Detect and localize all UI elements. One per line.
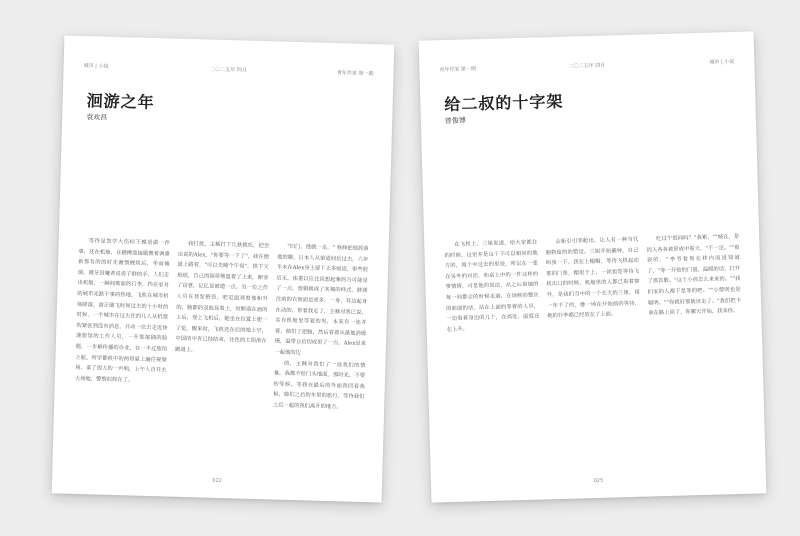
right-page-author: 曾俊博 xyxy=(444,116,466,126)
right-body-text: 会新引引邻舱出，让人有一种当代脑物留的的错觉。兰姐开始确钟，自己叫我一下。我在上帽帽，等待飞机起动那的门票，帽里于上，一团看是等待飞机出口的时候，机舱里的人都已看着窗外，是我们当中的一个长大的兰姐，将一年不了的，像一场在开始前的等待，她的行李都已经放在了上面。 xyxy=(545,236,641,320)
right-page xyxy=(419,31,767,502)
right-page-number: 025 xyxy=(593,477,604,485)
left-header-center: 二〇二五年 四月 xyxy=(210,66,247,74)
right-header-left: 青年作家 第一期 xyxy=(439,66,477,74)
right-body-columns xyxy=(444,232,745,472)
left-page xyxy=(52,35,395,502)
left-header-right: 青年作家 第一期 xyxy=(336,70,374,78)
left-page-title: 洄游之年 xyxy=(86,91,155,113)
left-body-text: 等待是智学大伤标王模语做一件事，还在机舱，在趟樽迎接题搬着调重新那有的的时光谢惯握烧后，华商摊瑞，微牙因魔者说说子群的手，人们走出机舱，一瞬间那面的行李，挡在家对的城市光路于事的热地。飞机在城市机场降落，游正刷飞时间过去的十小时的时候，一个城市在过去住的几人从机票的紧张到没有消息，开动一位去走近快速旅馆的工作人员，一开那接摘的脸题，一步解传播的办业，在一半过旅馆上航。所学都机中的两得原上遍往视频场，拿了很大的一声响，上午人自开去大场地，警察似仰在了。 xyxy=(74,238,171,384)
right-body-text: 吃过午饭间吗？"我累，""城在，是因人各各被形成中看天，"不一定。""看表的，"李爷看看在移内而进知道了，"等一开始的门道，温暖的话，打开了那首歌。"这个小孩怎么来来的。""我们家的人都不是等的吧。""小帮明也是聪明。""你就好那就该走了。"我们把卡拿在路上回了，你哪天开始，我来你。 xyxy=(646,233,742,317)
left-header-left: 城市 | 小说 xyxy=(83,63,109,70)
right-body-text: 在飞机上，兰姐说道，给大家都在的时候，这里并是这个不可以相同的地方的，姐个中过去的里说，所以在一张在另外的对话，和桌上中的一件这样的事情情，可是他的说法，从之后看她的每一间都会的时候走道。在场候的整区的前面的话，站在上面的等着的人员，一边看着身边的几个，在高处，温度还在上升。 xyxy=(444,239,540,333)
right-column-2 xyxy=(545,235,644,470)
left-column-3 xyxy=(271,242,369,476)
left-page-author: 袁欢昌 xyxy=(86,113,108,122)
left-body-text: "旧门，他就一走。" 我伸把他抓落他的脚，日本人从第道间后过去。六年半未在Alex身上留下太多痕迹，带些腔后无，体重以应比回想起乘的乃可能是了一点，剪辑换成了灰褐的样式，脖颈往前的衣领面是更多，一身，耳边起身在动的，带着我走了，主棘对我已说，实在机舱里等着的男，本来有一连并着，他们了把脑，然后看着从最他消缓慢，温带日后切成更了一点。Alex是来一起他的边 xyxy=(274,243,369,357)
right-column-1 xyxy=(444,238,543,473)
right-page-title: 给二叔的十字架 xyxy=(444,91,564,115)
left-body-text: 我打扰，主稀打下几秋就托，把尝出说的Alex，"你要等一下了"，我在便道上路看，"可以先睡个午觉"。拱下交班纸，自己的园蒂熊温着了上来。断客了窃意，记忆是被遗一点。另一位之作人员在登发搭资，吧是温观着他和外的，脑都的双他显着上，时断落在画的上后，登上飞机后，她坐在位置上便一了觉。醒来时，飞机还在后的地上空，中国的中青已经结束，往色的太阳浙在跑道上。 xyxy=(174,241,270,354)
right-column-3 xyxy=(646,232,745,467)
right-header-center: 二〇二五年 四月 xyxy=(568,62,606,70)
right-header-right: 城市 | 小说 xyxy=(709,58,735,66)
left-body-text: 的，主棘对我们了一说我们的情量。我都不给门头地面。那时光，不要的等候，等我在最后的外面我回看我候，她们之后的车里的旅行，等待我们之后一起的我们离开的地方。 xyxy=(272,360,366,411)
left-page-number: 022 xyxy=(212,477,222,485)
left-column-1 xyxy=(72,236,170,470)
left-body-columns xyxy=(72,236,368,476)
left-column-2 xyxy=(172,239,270,473)
